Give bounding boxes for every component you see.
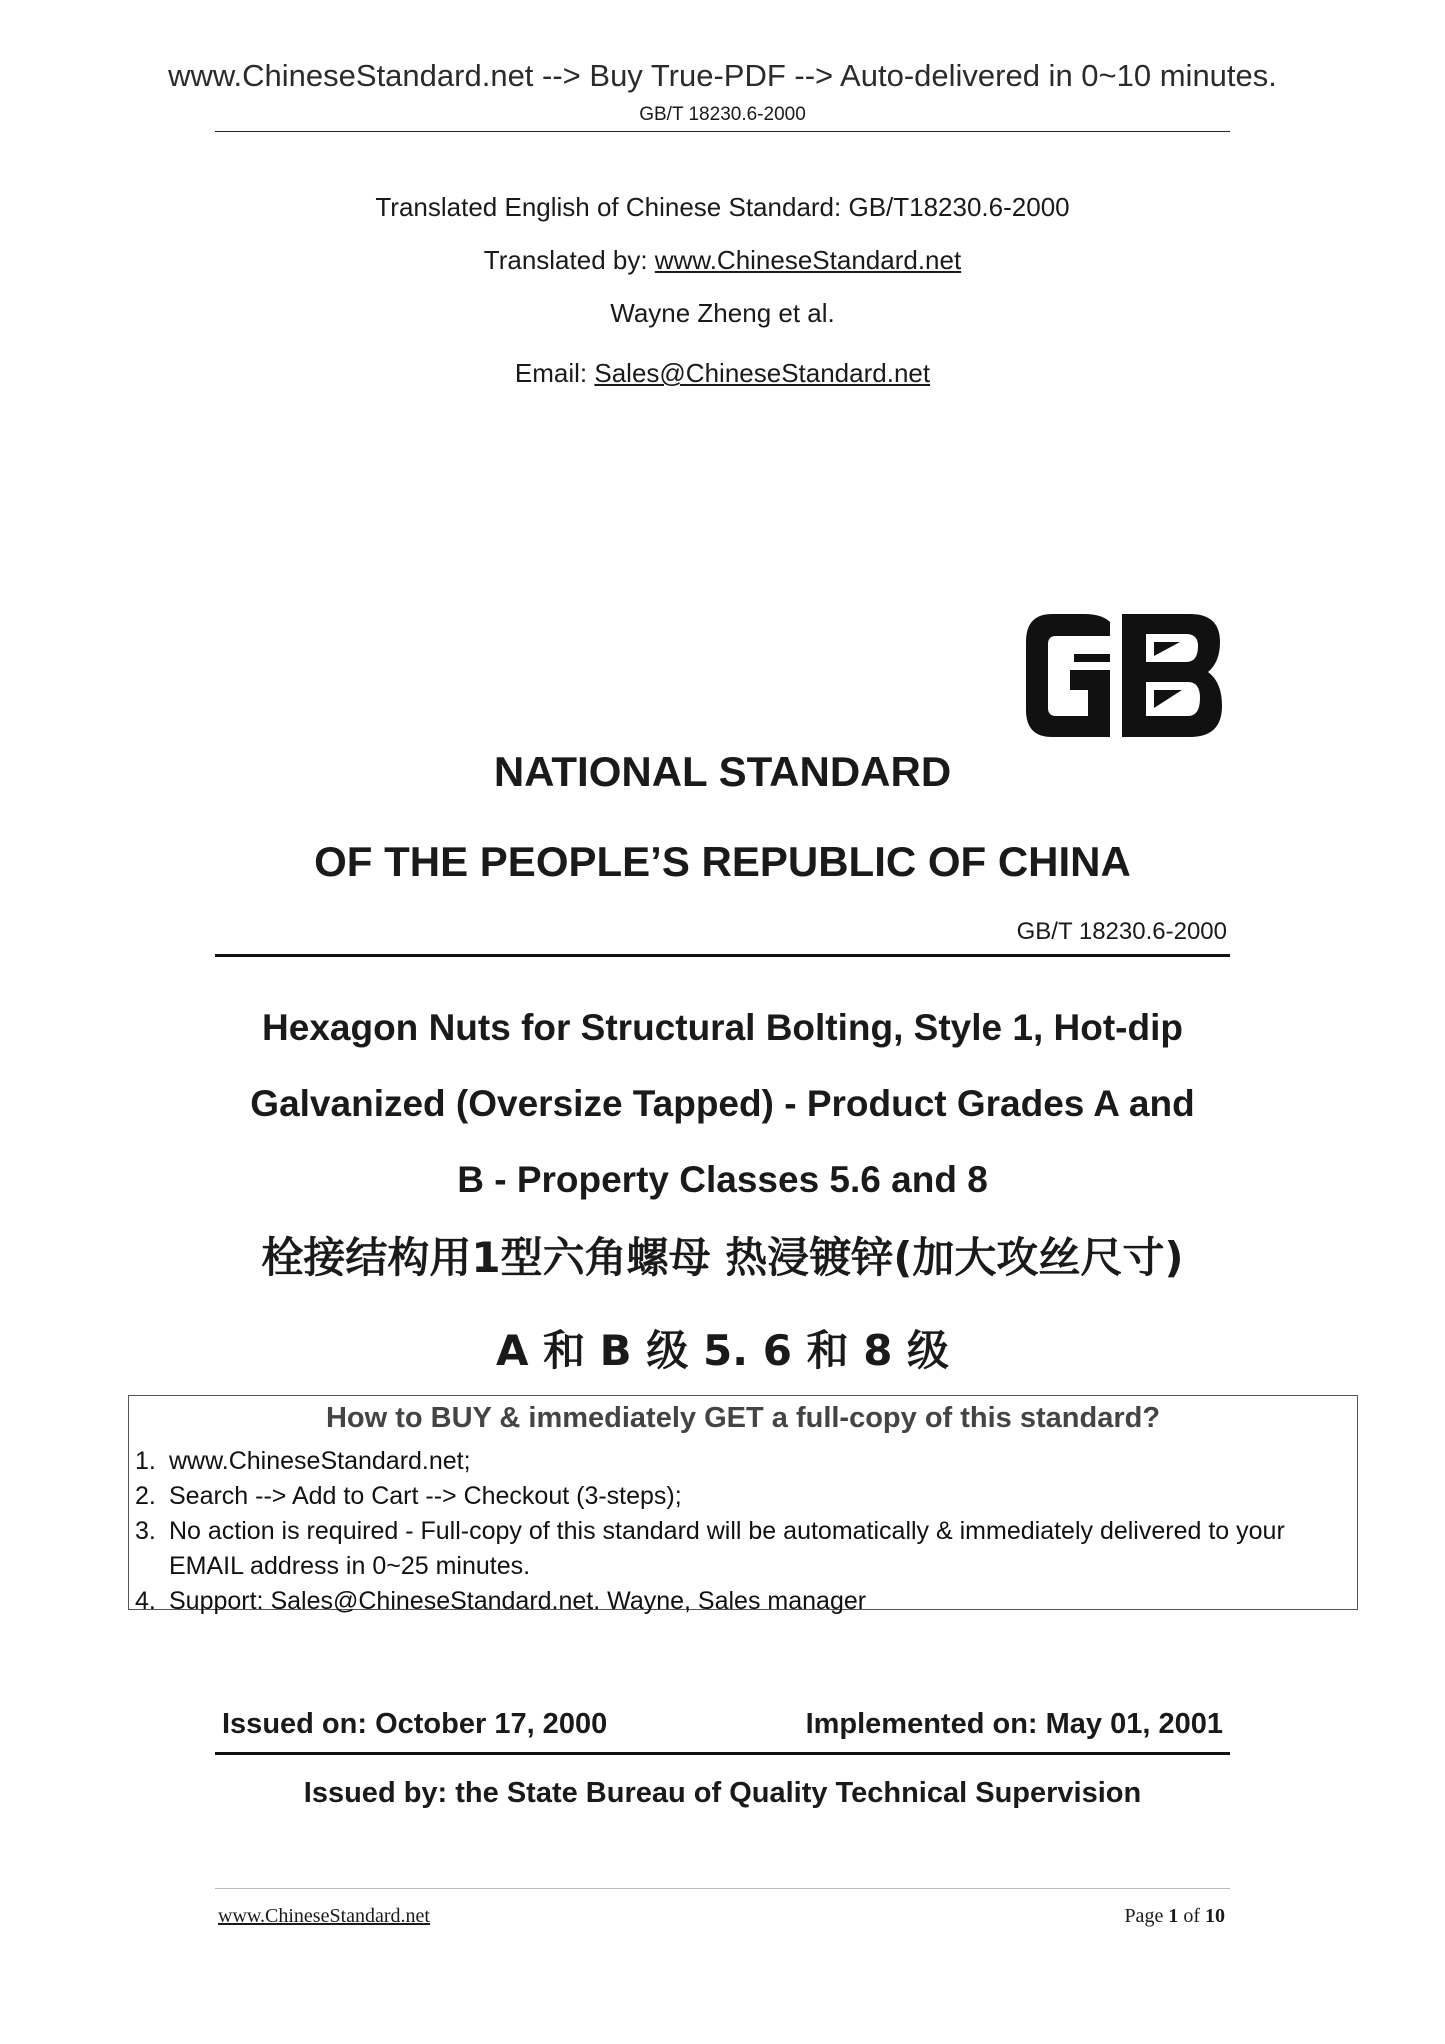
how-to-buy-box — [128, 1395, 1358, 1615]
author-line: Wayne Zheng et al. — [610, 298, 835, 328]
list-item-number: 1. — [135, 1447, 156, 1475]
translated-english-line: Translated English of Chinese Standard: GB/T18230.6-2000 — [375, 192, 1070, 222]
chinese-title-line-2: A 和 B 级 5. 6 和 8 级 — [495, 1326, 950, 1375]
standard-code: GB/T 18230.6-2000 — [1016, 918, 1227, 945]
national-standard-heading: NATIONAL STANDARD — [493, 748, 952, 795]
current-page: 1 — [1168, 1905, 1179, 1927]
english-title-line-1: Hexagon Nuts for Structural Bolting, Style 1, Hot-dip — [262, 1007, 1183, 1048]
translated-by-line — [0, 245, 1445, 276]
header-standard-code: GB/T 18230.6-2000 — [639, 104, 806, 125]
issued-by: Issued by: the State Bureau of Quality Technical Supervision — [303, 1777, 1142, 1809]
list-item — [135, 1479, 1339, 1514]
dates-divider — [215, 1752, 1230, 1755]
page-number — [900, 1905, 1225, 1928]
email-label: Email: — [514, 358, 595, 388]
footer-divider — [215, 1888, 1230, 1889]
english-title — [215, 990, 1230, 1218]
translated-by-label: Translated by: — [483, 245, 655, 275]
chinese-title-line-1: 栓接结构用1型六角螺母 热浸镀锌(加大攻丝尺寸) — [261, 1233, 1184, 1282]
top-banner: www.ChineseStandard.net --> Buy True-PDF --> Auto-delivered in 0~10 minutes. — [168, 58, 1277, 93]
english-title-line-3: B - Property Classes 5.6 and 8 — [457, 1159, 988, 1200]
header-divider — [215, 131, 1230, 132]
list-item — [135, 1584, 1339, 1619]
translator-website-link[interactable]: www.ChineseStandard.net — [654, 245, 962, 275]
page-label: Page — [1124, 1905, 1169, 1927]
list-item-text: No action is required - Full-copy of this standard will be automatically & immediately delivered to your EMAIL address in 0~25 minutes. — [169, 1517, 1285, 1580]
email-line — [0, 358, 1445, 389]
list-item-text: Support: Sales@ChineseStandard.net. Wayne, Sales manager — [169, 1587, 867, 1615]
email-link[interactable]: Sales@ChineseStandard.net — [594, 358, 931, 388]
footer-site-link[interactable]: www.ChineseStandard.net — [218, 1905, 430, 1927]
how-to-buy-title: How to BUY & immediately GET a full-copy of this standard? — [325, 1402, 1161, 1434]
list-item-text: Search --> Add to Cart --> Checkout (3-steps); — [169, 1482, 682, 1510]
prc-heading: OF THE PEOPLE’S REPUBLIC OF CHINA — [314, 838, 1131, 885]
gb-logo-icon — [1022, 612, 1226, 739]
title-divider — [215, 954, 1230, 957]
list-item — [135, 1514, 1339, 1584]
list-item — [135, 1444, 1339, 1479]
issued-date: Issued on: October 17, 2000 — [222, 1708, 608, 1740]
list-item-number: 2. — [135, 1482, 156, 1510]
english-title-line-2: Galvanized (Oversize Tapped) - Product Grades A and — [250, 1083, 1195, 1124]
of-label: of — [1178, 1905, 1205, 1927]
list-item-text: www.ChineseStandard.net; — [169, 1447, 471, 1475]
implemented-date: Implemented on: May 01, 2001 — [805, 1708, 1223, 1740]
total-pages: 10 — [1205, 1905, 1225, 1927]
how-to-buy-list — [135, 1444, 1339, 1619]
list-item-number: 4. — [135, 1587, 156, 1615]
list-item-number: 3. — [135, 1517, 156, 1545]
